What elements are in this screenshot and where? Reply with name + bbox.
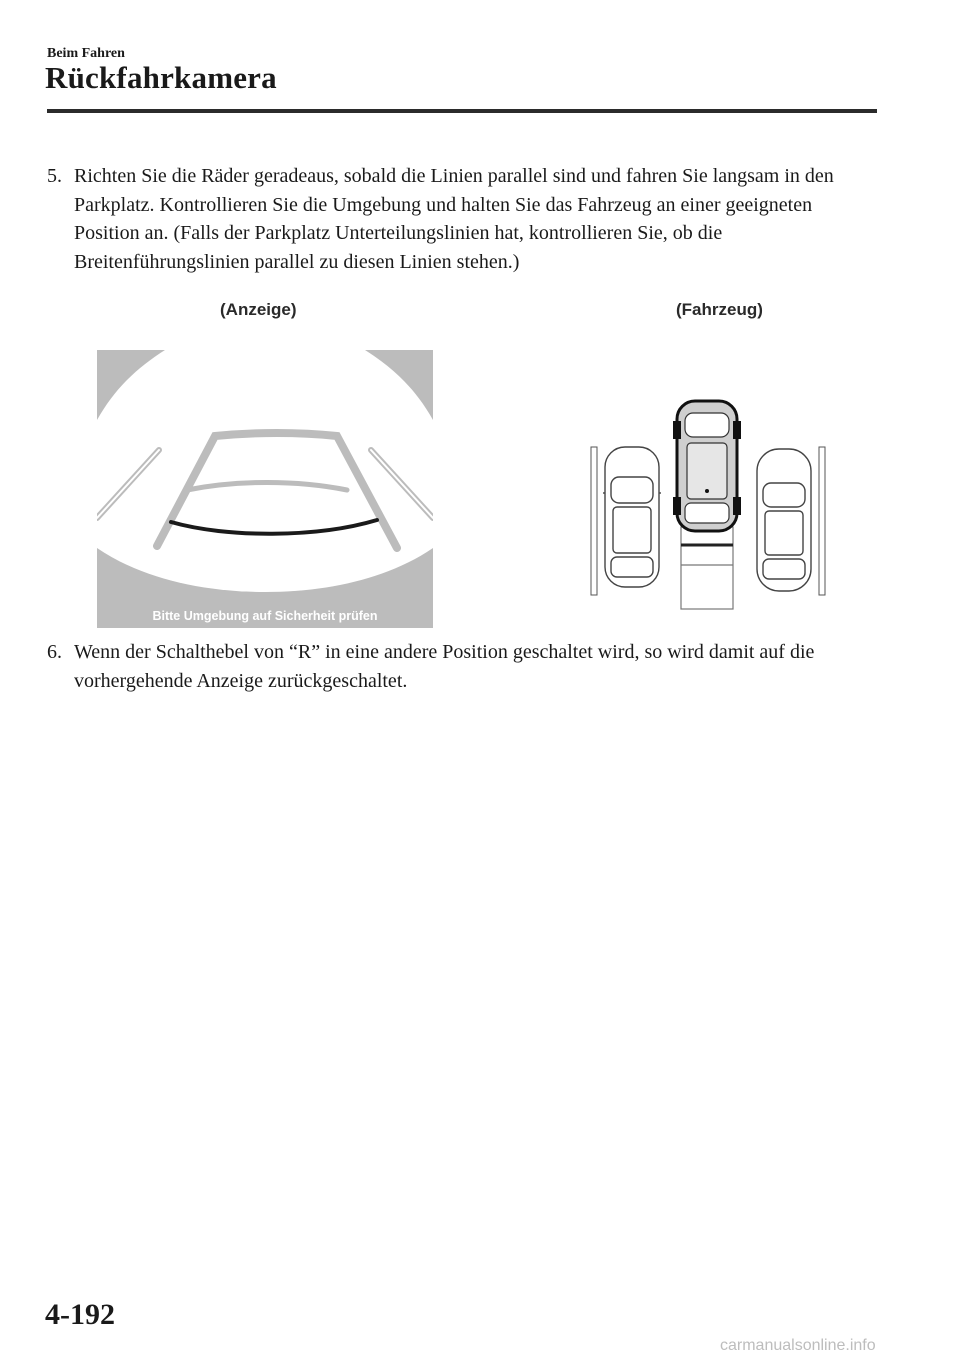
step-text: Richten Sie die Räder geradeaus, sobald die Linien parallel sind und fahren Sie langsam in den Parkplatz. Kontrollieren Sie die Umgebung und halten Sie das Fahrzeug an einer geeigneten Position an. (Falls der Parkplatz Unterteilungslinien hat, kontrollieren Sie, ob die Breitenführungslinien parallel zu diesen Linien stehen.) xyxy=(74,165,834,273)
reversing-vehicle xyxy=(673,401,741,531)
step-6 xyxy=(47,638,877,695)
title-rule xyxy=(47,109,877,113)
vehicle-top-view-illustration xyxy=(585,395,835,613)
step-number: 5. xyxy=(47,165,62,187)
parking-line-left xyxy=(591,447,597,595)
page-number: 4-192 xyxy=(45,1298,115,1331)
camera-view-area xyxy=(97,350,433,592)
section-label: Beim Fahren xyxy=(47,46,125,61)
camera-display-illustration xyxy=(97,350,433,628)
step-number: 6. xyxy=(47,641,62,663)
page-title: Rückfahrkamera xyxy=(45,60,277,95)
screen-message: Bitte Umgebung auf Sicherheit prüfen xyxy=(152,609,378,623)
watermark: carmanualsonline.info xyxy=(720,1337,876,1354)
display-caption: (Anzeige) xyxy=(220,300,297,319)
parked-car-right xyxy=(757,449,811,591)
step-text: Wenn der Schalthebel von “R” in eine andere Position geschaltet wird, so wird damit auf die vorhergehende Anzeige zurückgeschaltet. xyxy=(74,641,815,692)
step-5 xyxy=(47,162,877,276)
parking-line-right xyxy=(819,447,825,595)
parked-car-left xyxy=(603,447,661,587)
parking-bay-target xyxy=(681,527,733,609)
vehicle-caption: (Fahrzeug) xyxy=(676,300,763,319)
